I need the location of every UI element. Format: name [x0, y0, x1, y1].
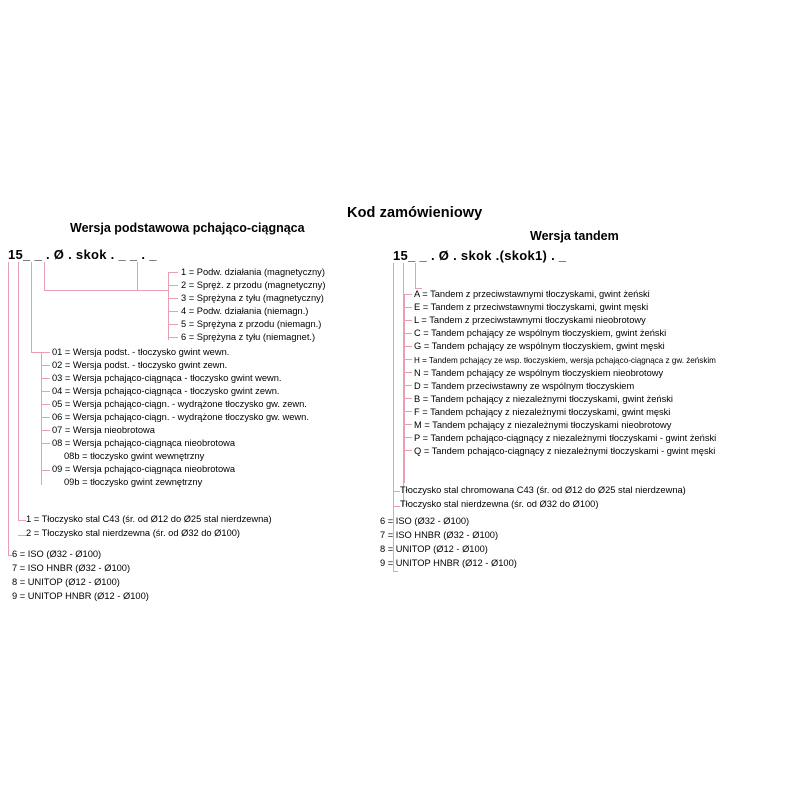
list-item-continuation: 09b = tłoczysko gwint zewnętrzny [64, 477, 203, 487]
connector-line [404, 411, 412, 412]
connector-line [168, 272, 169, 340]
list-item: C = Tandem pchający ze wspólnym tłoczyskiem, gwint żeński [414, 328, 667, 338]
connector-line [168, 298, 178, 299]
connector-line [404, 372, 412, 373]
right-column-heading: Wersja tandem [530, 229, 619, 243]
list-item: H = Tandem pchający ze wsp. tłoczyskiem, wersja pchająco-ciągnąca z gw. żeńskim [414, 356, 716, 365]
left-seals-list [12, 549, 149, 602]
connector-line [41, 352, 42, 485]
connector-line [41, 378, 50, 379]
list-item: 6 = Sprężyna z tyłu (niemagnet.) [181, 332, 316, 342]
list-item: A = Tandem z przeciwstawnymi tłoczyskami, gwint żeński [414, 289, 650, 299]
connector-line [404, 424, 412, 425]
connector-line [41, 470, 50, 471]
list-item: 8 = UNITOP (Ø12 - Ø100) [12, 577, 120, 587]
connector-line [404, 294, 412, 295]
list-item: E = Tandem z przeciwstawnymi tłoczyskami, gwint męski [414, 302, 649, 312]
connector-line [41, 391, 50, 392]
list-item: 3 = Sprężyna z tyłu (magnetyczny) [181, 293, 324, 303]
list-item: 6 = ISO (Ø32 - Ø100) [12, 549, 102, 559]
connector-line [44, 290, 138, 291]
list-item: P = Tandem pchająco-ciągnący z niezależnymi tłoczyskami - gwint żeński [414, 433, 717, 443]
connector-line [41, 365, 50, 366]
connector-line [41, 443, 50, 444]
list-item: 8 = UNITOP (Ø12 - Ø100) [380, 544, 488, 554]
list-item: Tłoczysko stal chromowana C43 (śr. od Ø12 do Ø25 stal nierdzewna) [400, 485, 686, 495]
connector-line [8, 262, 9, 555]
connector-line [404, 450, 412, 451]
connector-line [404, 398, 412, 399]
connector-line [404, 294, 405, 483]
list-item: 2 = Spręż. z przodu (magnetyczny) [181, 280, 326, 290]
right-version-list [414, 289, 716, 457]
list-item: 2 = Tłoczysko stal nierdzewna (śr. od Ø32 do Ø100) [26, 528, 241, 538]
list-item: 08 = Wersja pchająco-ciągnąca nieobrotowa [52, 438, 236, 448]
connector-line [168, 272, 178, 273]
connector-line [404, 307, 412, 308]
connector-line [415, 263, 416, 288]
left-version-list [52, 347, 309, 488]
connector-line [44, 262, 45, 290]
list-item: D = Tandem przeciwstawny ze wspólnym tłoczyskiem [414, 381, 635, 391]
connector-line [393, 571, 398, 572]
right-seals-list [380, 516, 517, 569]
left-action-list [181, 267, 325, 343]
connector-line [137, 290, 168, 291]
list-item: 07 = Wersja nieobrotowa [52, 425, 155, 435]
list-item: 04 = Wersja pchająco-ciągnąca - tłoczysko gwint zewn. [52, 386, 280, 396]
list-item: G = Tandem pchający ze wspólnym tłoczyskiem, gwint męski [414, 341, 665, 351]
connector-line [393, 491, 400, 492]
connector-line [168, 285, 178, 286]
left-rod-list [26, 514, 272, 539]
left-order-code: 15_ _ . Ø . skok . _ _ . _ [8, 247, 157, 262]
connector-line [393, 506, 400, 507]
list-item: 7 = ISO HNBR (Ø32 - Ø100) [380, 530, 499, 540]
list-item: 05 = Wersja pchająco-ciągn. - wydrążone tłoczysko gw. zewn. [52, 399, 307, 409]
list-item: N = Tandem pchający ze wspólnym tłoczyskiem nieobrotowy [414, 368, 664, 378]
connector-line [168, 337, 178, 338]
list-item: L = Tandem z przeciwstawnymi tłoczyskami nieobrotowy [414, 315, 646, 325]
list-item: Tłoczysko stal nierdzewna (śr. od Ø32 do Ø100) [400, 499, 599, 509]
list-item: 4 = Podw. działania (niemagn.) [181, 306, 309, 316]
list-item: 01 = Wersja podst. - tłoczysko gwint wewn. [52, 347, 230, 357]
connector-line [41, 404, 50, 405]
connector-line [41, 417, 50, 418]
list-item-continuation: 08b = tłoczysko gwint wewnętrzny [64, 451, 205, 461]
connector-line [404, 320, 412, 321]
left-column-heading: Wersja podstawowa pchająco-ciągnąca [70, 221, 305, 235]
connector-line [18, 520, 26, 521]
connector-line [404, 385, 412, 386]
page-title: Kod zamówieniowy [347, 205, 483, 221]
list-item: 02 = Wersja podst. - tłoczysko gwint zewn. [52, 360, 228, 370]
list-item: M = Tandem pchający z niezależnymi tłoczyskami nieobrotowy [414, 420, 672, 430]
list-item: Q = Tandem pchająco-ciągnący z niezależnymi tłoczyskami - gwint męski [414, 446, 716, 456]
list-item: 9 = UNITOP HNBR (Ø12 - Ø100) [12, 591, 149, 601]
connector-line [41, 430, 50, 431]
connector-line [168, 324, 178, 325]
connector-line [404, 333, 412, 334]
connector-line [404, 359, 412, 360]
connector-line [404, 346, 412, 347]
list-item: 09 = Wersja pchająco-ciągnąca nieobrotowa [52, 464, 236, 474]
connector-line [137, 262, 138, 290]
list-item: F = Tandem pchający z niezależnymi tłoczyskami, gwint męski [414, 407, 671, 417]
connector-line [41, 352, 50, 353]
right-order-code: 15_ _ . Ø . skok .(skok1) . _ [393, 248, 567, 263]
list-item: 6 = ISO (Ø32 - Ø100) [380, 516, 470, 526]
list-item: 7 = ISO HNBR (Ø32 - Ø100) [12, 563, 131, 573]
connector-line [31, 262, 32, 352]
right-rod-list [400, 485, 686, 510]
list-item: 06 = Wersja pchająco-ciągn. - wydrążone tłoczysko gw. wewn. [52, 412, 309, 422]
list-item: 1 = Tłoczysko stal C43 (śr. od Ø12 do Ø25 stal nierdzewna) [26, 514, 272, 524]
list-item: 1 = Podw. działania (magnetyczny) [181, 267, 325, 277]
list-item: 03 = Wersja pchająco-ciągnąca - tłoczysko gwint wewn. [52, 373, 282, 383]
list-item: 9 = UNITOP HNBR (Ø12 - Ø100) [380, 558, 517, 568]
connector-line [31, 352, 41, 353]
connector-line [18, 262, 19, 520]
connector-line [404, 437, 412, 438]
connector-line [18, 535, 26, 536]
list-item: B = Tandem pchający z niezależnymi tłoczyskami, gwint żeński [414, 394, 673, 404]
connector-line [168, 311, 178, 312]
list-item: 5 = Sprężyna z przodu (niemagn.) [181, 319, 322, 329]
